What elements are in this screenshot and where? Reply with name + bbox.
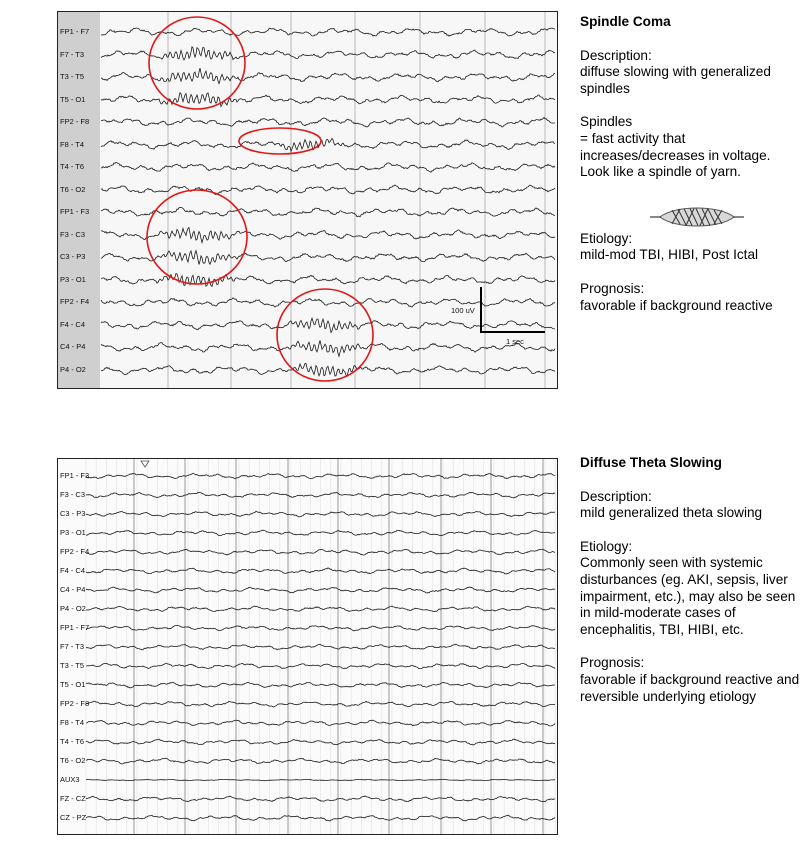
eeg-trace bbox=[101, 47, 555, 60]
channel-label: FP1 - F3 bbox=[60, 207, 90, 217]
prognosis-text: favorable if background reactive bbox=[580, 297, 773, 313]
theta-slowing-notes bbox=[580, 455, 800, 705]
channel-label: P4 - O2 bbox=[60, 365, 86, 374]
channel-label: F8 - T4 bbox=[60, 718, 85, 727]
etiology-heading: Etiology: bbox=[580, 230, 633, 246]
event-marker-icon bbox=[141, 461, 149, 467]
spindle-highlight-circle bbox=[239, 128, 321, 154]
channel-label: C4 - P4 bbox=[60, 585, 86, 594]
eeg-trace bbox=[101, 363, 555, 376]
channel-label: F7 - T3 bbox=[60, 49, 85, 59]
channel-label: F7 - T3 bbox=[60, 642, 85, 651]
theta-slowing-title: Diffuse Theta Slowing bbox=[580, 455, 722, 470]
channel-label: F4 - C4 bbox=[60, 566, 86, 575]
description-heading: Description: bbox=[580, 488, 652, 504]
yarn-spindle-icon bbox=[650, 206, 744, 228]
description-text: diffuse slowing with generalized spindles bbox=[580, 64, 771, 96]
channel-label: T6 - O2 bbox=[60, 184, 86, 194]
description-heading: Description: bbox=[580, 47, 652, 63]
eeg-trace bbox=[101, 68, 555, 84]
etiology-text: Commonly seen with systemic disturbances (eg. AKI, sepsis, liver impairment, etc.), may also be seen in mild-moderate cases of encephalitis, TBI, HIBI, etc. bbox=[580, 555, 796, 637]
channel-label: P3 - O1 bbox=[60, 528, 86, 537]
channel-label: F3 - C3 bbox=[60, 490, 86, 499]
channel-label: C3 - P3 bbox=[60, 509, 86, 518]
channel-label: FP1 - F3 bbox=[60, 471, 90, 480]
channel-label: C3 - P3 bbox=[60, 252, 86, 262]
channel-label: FP1 - F7 bbox=[60, 27, 90, 36]
channel-label: FZ - CZ bbox=[60, 794, 86, 803]
eeg-trace bbox=[101, 139, 555, 152]
channel-label: AUX3 bbox=[60, 775, 80, 784]
eeg-trace bbox=[101, 162, 555, 172]
eeg-trace bbox=[101, 298, 555, 307]
spindle-coma-title: Spindle Coma bbox=[580, 14, 671, 29]
channel-label: F3 - C3 bbox=[60, 229, 86, 239]
channel-label: C4 - P4 bbox=[60, 342, 86, 352]
prognosis-heading: Prognosis: bbox=[580, 655, 645, 671]
channel-label: FP2 - F4 bbox=[60, 297, 90, 307]
eeg-trace bbox=[101, 228, 555, 243]
eeg-trace bbox=[101, 185, 555, 194]
channel-label: F4 - C4 bbox=[60, 319, 86, 329]
calibration-scale-bar bbox=[481, 287, 545, 332]
eeg-theta-slowing-traces bbox=[58, 459, 557, 834]
eeg-spindle-coma-traces bbox=[58, 12, 557, 388]
scale-time-label: 1 sec bbox=[506, 337, 524, 346]
scale-voltage-label: 100 uV bbox=[451, 306, 475, 315]
eeg-trace bbox=[101, 117, 555, 127]
prognosis-heading: Prognosis: bbox=[580, 280, 645, 296]
channel-label: T4 - T6 bbox=[60, 162, 85, 172]
spindle-coma-notes bbox=[580, 14, 800, 314]
eeg-trace bbox=[101, 28, 555, 36]
channel-label: T3 - T5 bbox=[60, 661, 85, 670]
eeg-trace bbox=[101, 318, 555, 332]
etiology-text: mild-mod TBI, HIBI, Post Ictal bbox=[580, 247, 759, 263]
channel-label: CZ - PZ bbox=[60, 813, 87, 822]
eeg-trace bbox=[101, 207, 555, 217]
eeg-trace bbox=[101, 340, 555, 356]
channel-label: FP2 - F8 bbox=[60, 699, 90, 708]
etiology-heading: Etiology: bbox=[580, 538, 633, 554]
channel-label: FP2 - F8 bbox=[60, 117, 90, 127]
channel-label: T5 - O1 bbox=[60, 680, 86, 689]
prognosis-text: favorable if background reactive and reversible underlying etiology bbox=[580, 671, 800, 704]
eeg-theta-slowing-panel bbox=[57, 458, 558, 835]
channel-label: P4 - O2 bbox=[60, 604, 86, 613]
channel-label: T3 - T5 bbox=[60, 72, 85, 82]
spindles-text: = fast activity that increases/decreases in voltage. Look like a spindle of yarn. bbox=[580, 130, 771, 180]
eeg-trace bbox=[101, 251, 555, 265]
channel-label: T4 - T6 bbox=[60, 737, 85, 746]
channel-label: FP1 - F7 bbox=[60, 623, 90, 632]
eeg-spindle-coma-panel bbox=[57, 11, 558, 389]
channel-label: T5 - O1 bbox=[60, 94, 86, 104]
description-text: mild generalized theta slowing bbox=[580, 505, 763, 521]
spindles-heading: Spindles bbox=[580, 114, 633, 130]
channel-label: P3 - O1 bbox=[60, 274, 86, 284]
channel-label: FP2 - F4 bbox=[60, 547, 90, 556]
channel-label: T6 - O2 bbox=[60, 756, 86, 765]
spindle-highlight-circle bbox=[147, 190, 247, 284]
channel-label: F8 - T4 bbox=[60, 139, 85, 149]
